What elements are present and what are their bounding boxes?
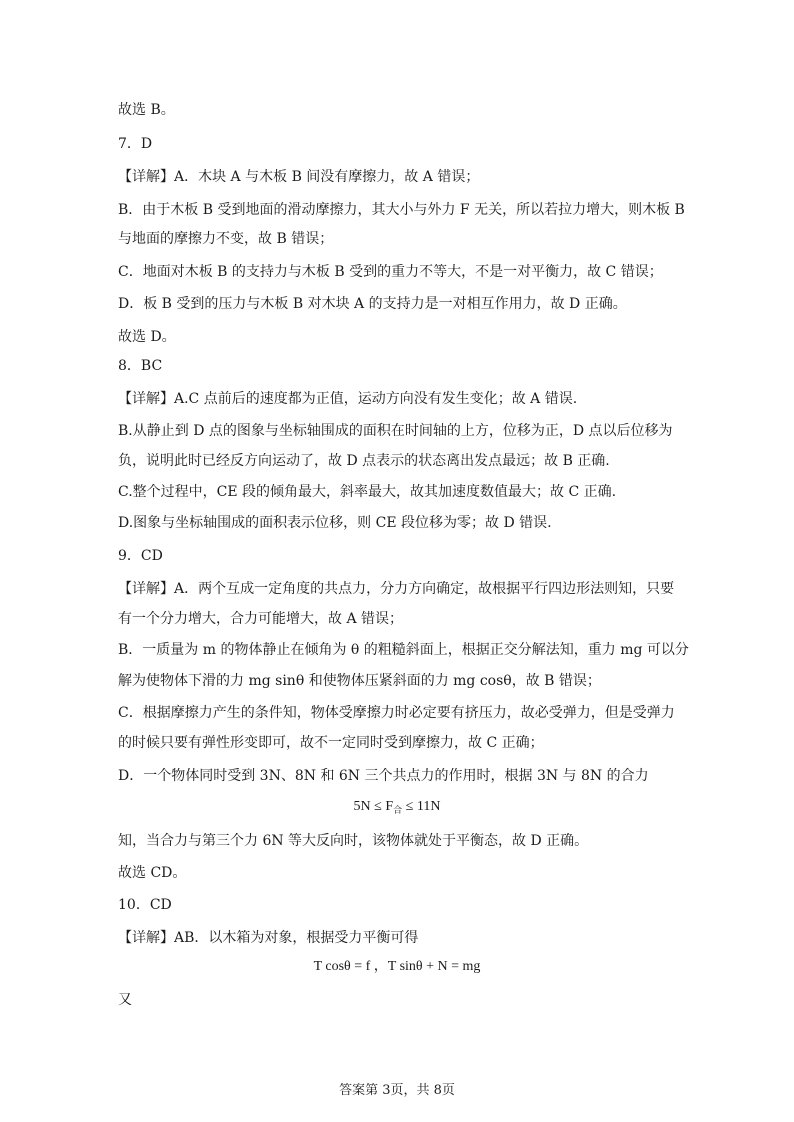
page-footer: 答案第 3页，共 8页 <box>339 1083 455 1098</box>
text-line: 负，说明此时已经反方向运动了，故 D 点表示的状态离出发点最远；故 B 正确. <box>118 453 610 469</box>
text-line: D．板 B 受到的压力与木板 B 对木块 A 的支持力是一对相互作用力，故 D 正确。 <box>118 296 627 312</box>
text-line: B．一质量为 m 的物体静止在倾角为 θ 的粗糙斜面上，根据正交分解法知，重力 mg 可以分 <box>118 642 689 658</box>
text-line: 又 <box>118 992 132 1008</box>
text-line: B.从静止到 D 点的图象与坐标轴围成的面积在时间轴的上方，位移为正，D 点以后位移为 <box>118 423 673 439</box>
text-line: C.整个过程中，CE 段的倾角最大，斜率最大，故其加速度数值最大；故 C 正确. <box>118 484 617 500</box>
text-line: D.图象与坐标轴围成的面积表示位移，则 CE 段位移为零；故 D 错误. <box>118 515 552 531</box>
answer-heading: 8．BC <box>118 358 163 374</box>
text-line: 解为使物体下滑的力 mg sinθ 和使物体压紧斜面的力 mg cosθ，故 B 错误； <box>118 673 601 689</box>
text-line: D．一个物体同时受到 3N、8N 和 6N 三个共点力的作用时，根据 3N 与 8N 的合力 <box>118 768 649 784</box>
text-line: 与地面的摩擦力不变，故 B 错误； <box>118 231 334 247</box>
equation-force-balance: T cosθ = f ，T sinθ + N = mg <box>313 959 481 974</box>
text-line: C．地面对木板 B 的支持力与木板 B 受到的重力不等大，不是一对平衡力，故 C 错误； <box>118 264 663 280</box>
answer-heading: 7．D <box>118 136 153 152</box>
text-line: 有一个分力增大，合力可能增大，故 A 错误； <box>118 611 404 627</box>
text-line: C．根据摩擦力产生的条件知，物体受摩擦力时必定要有挤压力，故必受弹力，但是受弹力 <box>118 705 675 721</box>
text-line: 的时候只要有弹性形变即可，故不一定同时受到摩擦力，故 C 正确； <box>118 735 544 751</box>
text-line: 【详解】A.C 点前后的速度都为正值，运动方向没有发生变化；故 A 错误. <box>118 391 578 407</box>
text-line: 【详解】A．木块 A 与木板 B 间没有摩擦力，故 A 错误； <box>118 169 480 185</box>
text-line: B．由于木板 B 受到地面的滑动摩擦力，其大小与外力 F 无关，所以若拉力增大，则木板 B <box>118 202 685 218</box>
text-line: 知，当合力与第三个力 6N 等大反向时，该物体就处于平衡态，故 D 正确。 <box>118 833 589 849</box>
text-line: 故选 D。 <box>118 329 176 345</box>
text-line: 故选 CD。 <box>118 865 187 881</box>
text-line: 【详解】A．两个互成一定角度的共点力，分力方向确定，故根据平行四边形法则知，只要 <box>118 581 675 597</box>
answer-heading: 9．CD <box>118 548 163 564</box>
equation-resultant-force: $5N \le F_合 \le 11N$ <box>353 799 441 815</box>
text-line: 故选 B。 <box>118 102 175 118</box>
text-line: 【详解】AB．以木箱为对象，根据受力平衡可得 <box>118 930 419 946</box>
answer-heading: 10．CD <box>118 897 172 913</box>
